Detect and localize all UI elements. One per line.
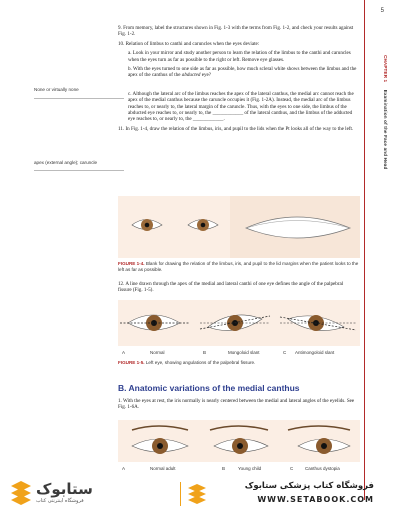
margin-note-1: None or virtually none xyxy=(34,87,79,92)
fig-1-6-cap-young-child: Young child xyxy=(238,466,262,471)
fig-1-5-cap-mongoloid: Mongoloid slant xyxy=(228,350,260,355)
fig-1-6-cap-letter-b: B xyxy=(222,466,226,471)
item-12-block xyxy=(118,281,358,297)
item-10c: c. Although the lateral arc of the limbus reaches the apex of the lateral canthus, the medial arc cannot reach the apex of the medial canthus because the caruncle occupies it (Fig. 1-2A). Instead, the medial arc of the limbus reaches to, or nearly to, the lateral margin of the caruncle. Thus, with the eyes to one side, the limbus of the abducted eye reaches to, or nearly to, the ____________ of the lateral canthus, and the limbus of the adducted eye reaches to, or nearly to, the ____________. xyxy=(128,90,354,123)
figure-1-4-drawing xyxy=(118,196,360,258)
fig-1-5-cap-antimongoloid: Antimongoloid slant xyxy=(295,350,335,355)
fig-1-6-cap-canthus-dystopia: Canthus dystopia xyxy=(305,466,340,471)
figure-1-5-caption xyxy=(118,360,363,366)
section-b-body xyxy=(118,398,358,414)
figure-1-6-drawing xyxy=(118,420,360,462)
section-b-item-1: 1. With the eyes at rest, the iris normally is nearly centered between the medial and lateral angles of the eyelids. See Fig. 1-6A. xyxy=(118,398,355,411)
margin-rule xyxy=(364,0,365,500)
footer-divider xyxy=(180,482,181,506)
fig-1-6-cap-letter-a: A xyxy=(122,466,126,471)
item-10: 10. Relation of limbus to canthi and caruncles when the eyes deviate: xyxy=(118,40,260,47)
fig-1-6-cap-normal-adult: Normal adult xyxy=(150,466,176,471)
item-10a: a. Look in your mirror and study another person to learn the relation of the limbus to the canthi and caruncles when the eyes turn as far as possible to the right or left. Remove eye glasses. xyxy=(128,50,351,63)
figure-1-5-drawing xyxy=(118,300,360,346)
chapter-label: CHAPTER 1 xyxy=(383,55,388,83)
fig-1-5-cap-letter-a: A xyxy=(122,350,126,355)
fig-1-6-cap-letter-c: C xyxy=(290,466,294,471)
fig-1-5-cap-letter-c: C xyxy=(283,350,287,355)
shop-name: فروشگاه کتاب پزشکی ستابوک xyxy=(244,481,374,491)
item-10b-emphasis: abducted xyxy=(181,72,201,79)
margin-note-2: apex (external angle); caruncle xyxy=(34,160,98,165)
figure-1-4-caption xyxy=(118,261,363,272)
exercise-list xyxy=(118,25,358,135)
figure-1-5-number: FIGURE 1-5. xyxy=(118,360,145,365)
item-10b-text: b. With the eyes turned to one side as far as possible, how much scleral white shows between the limbus and the apex of the canthus of the xyxy=(128,66,357,79)
item-9: 9. From memory, label the structures shown in Fig. 1-3 with the terms from Fig. 1-2, and check your results against Fig. 1-2. xyxy=(118,25,354,38)
page-number: 5 xyxy=(380,8,384,14)
item-12: 12. A line drawn through the apex of the medial and lateral canthi of one eye defines the angle of the palpebral fissure (Fig. 1-5). xyxy=(118,281,344,294)
figure-1-6 xyxy=(118,420,360,462)
fig-1-5-cap-letter-b: B xyxy=(203,350,207,355)
figure-1-4-number: FIGURE 1-4. xyxy=(118,261,145,266)
book-stack-icon xyxy=(186,484,208,504)
item-10b-end: eye? xyxy=(201,72,212,79)
margin-divider xyxy=(34,98,124,99)
setabook-logo-subtitle: فروشگاه اینترنتی کتاب xyxy=(36,498,84,504)
item-11: 11. In Fig. 1-4, draw the relation of the limbus, iris, and pupil to the lids when the Pt looks all of the way to the left. xyxy=(118,125,354,132)
margin-divider xyxy=(34,170,124,171)
setabook-logo-icon xyxy=(8,480,34,506)
section-b-heading: B. Anatomic variations of the medial canthus xyxy=(118,383,300,393)
setabook-logo-word: ستابوک xyxy=(36,480,93,498)
fig-1-5-cap-normal: Normal xyxy=(150,350,165,355)
figure-1-5-text: Left eye, showing angulations of the palpebral fissure. xyxy=(145,360,256,365)
chapter-side-tab xyxy=(368,55,388,235)
shop-url-link[interactable]: WWW.SETABOOK.COM xyxy=(257,495,374,504)
figure-1-4-text: Blank for drawing the relation of the limbus, iris, and pupil to the lid margins when the patient looks to the left as far as possible. xyxy=(118,261,359,272)
item-10b xyxy=(118,66,358,79)
figure-1-4 xyxy=(118,196,360,258)
figure-1-5 xyxy=(118,300,360,346)
chapter-title: Examination of the Face and Head xyxy=(383,89,388,170)
